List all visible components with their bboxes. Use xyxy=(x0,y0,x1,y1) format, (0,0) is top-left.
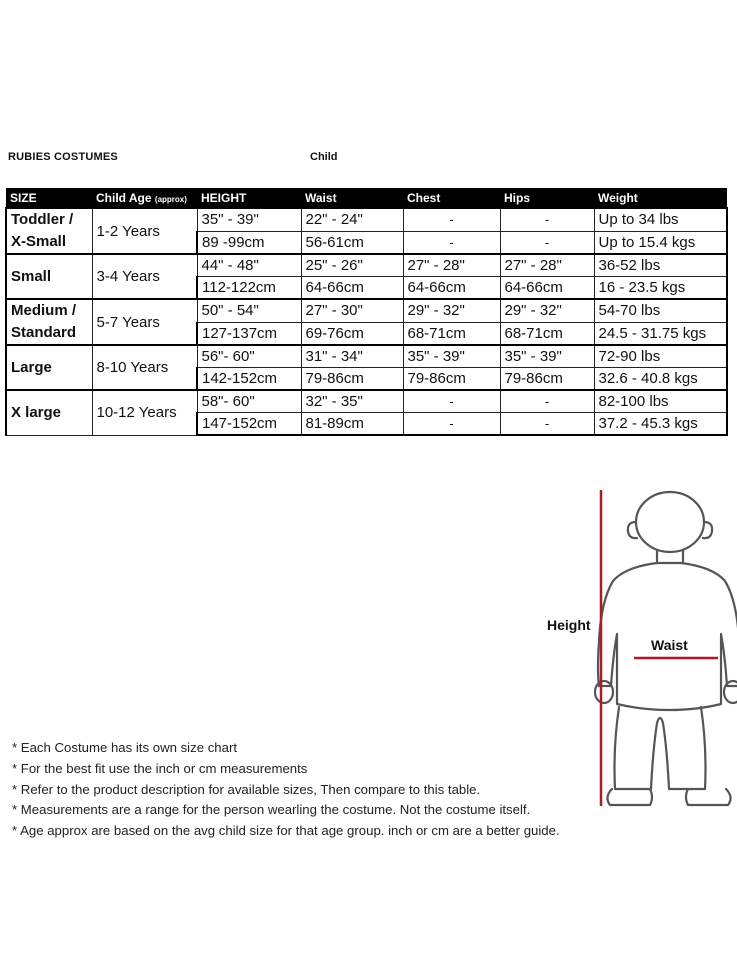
brand-title: RUBIES COSTUMES xyxy=(8,151,118,163)
age-cell: 1-2 Years xyxy=(92,208,197,254)
table-row xyxy=(6,208,727,231)
figure-head xyxy=(636,492,704,552)
table-row xyxy=(6,345,727,368)
footnote-item: * Age approx are based on the avg child size for that age group. inch or cm are a better guide. xyxy=(12,821,560,842)
hips-cm-cell: - xyxy=(500,413,594,436)
waist-inch-cell: 32" - 35" xyxy=(301,390,403,413)
height-cm-cell: 127-137cm xyxy=(197,322,301,345)
col-header-age xyxy=(92,188,197,208)
weight-lbs-cell: 54-70 lbs xyxy=(594,299,727,322)
weight-lbs-cell: 36-52 lbs xyxy=(594,254,727,277)
footnote-item: * Each Costume has its own size chart xyxy=(12,738,560,759)
chest-cm-cell: 79-86cm xyxy=(403,368,500,391)
weight-lbs-cell: 82-100 lbs xyxy=(594,390,727,413)
table-row xyxy=(6,254,727,277)
footnote-item: * Measurements are a range for the person wearling the costume. Not the costume itself. xyxy=(12,800,560,821)
col-header-weight: Weight xyxy=(594,188,727,208)
col-header-age-label: Child Age xyxy=(96,190,152,205)
footnote-item: * For the best fit use the inch or cm measurements xyxy=(12,759,560,780)
chest-cm-cell: - xyxy=(403,413,500,436)
waist-cm-cell: 81-89cm xyxy=(301,413,403,436)
chest-cm-cell: 68-71cm xyxy=(403,322,500,345)
height-inch-cell: 50" - 54" xyxy=(197,299,301,322)
chest-cm-cell: - xyxy=(403,231,500,254)
hips-inch-cell: 27" - 28" xyxy=(500,254,594,277)
height-cm-cell: 112-122cm xyxy=(197,277,301,300)
height-cm-cell: 89 -99cm xyxy=(197,231,301,254)
hips-inch-cell: 29" - 32" xyxy=(500,299,594,322)
hips-cm-cell: 79-86cm xyxy=(500,368,594,391)
hips-inch-cell: - xyxy=(500,390,594,413)
size-chart-table xyxy=(5,188,728,436)
figure-feet xyxy=(607,789,730,805)
hips-inch-cell: - xyxy=(500,208,594,231)
waist-cm-cell: 56-61cm xyxy=(301,231,403,254)
weight-kg-cell: 24.5 - 31.75 kgs xyxy=(594,322,727,345)
weight-kg-cell: 37.2 - 45.3 kgs xyxy=(594,413,727,436)
height-cm-cell: 147-152cm xyxy=(197,413,301,436)
chest-inch-cell: - xyxy=(403,208,500,231)
height-inch-cell: 56"- 60" xyxy=(197,345,301,368)
footnote-item: * Refer to the product description for available sizes, Then compare to this table. xyxy=(12,780,560,801)
waist-label: Waist xyxy=(651,637,688,653)
col-header-height: HEIGHT xyxy=(197,188,301,208)
hips-cm-cell: - xyxy=(500,231,594,254)
height-cm-cell: 142-152cm xyxy=(197,368,301,391)
height-inch-cell: 35" - 39" xyxy=(197,208,301,231)
hips-inch-cell: 35" - 39" xyxy=(500,345,594,368)
age-cell: 10-12 Years xyxy=(92,390,197,435)
category-label: Child xyxy=(310,151,338,163)
weight-kg-cell: 16 - 23.5 kgs xyxy=(594,277,727,300)
figure-hand-left xyxy=(595,681,613,703)
col-header-hips: Hips xyxy=(500,188,594,208)
child-figure-illustration xyxy=(540,480,737,820)
height-inch-cell: 44" - 48" xyxy=(197,254,301,277)
figure-legs xyxy=(615,707,706,789)
hips-cm-cell: 64-66cm xyxy=(500,277,594,300)
chest-inch-cell: 27" - 28" xyxy=(403,254,500,277)
chest-cm-cell: 64-66cm xyxy=(403,277,500,300)
waist-inch-cell: 22" - 24" xyxy=(301,208,403,231)
chest-inch-cell: 29" - 32" xyxy=(403,299,500,322)
chest-inch-cell: - xyxy=(403,390,500,413)
size-cell: Toddler / X-Small xyxy=(6,208,92,254)
col-header-age-note: (approx) xyxy=(154,194,187,204)
size-cell: Small xyxy=(6,254,92,299)
weight-kg-cell: Up to 15.4 kgs xyxy=(594,231,727,254)
col-header-waist: Waist xyxy=(301,188,403,208)
waist-cm-cell: 69-76cm xyxy=(301,322,403,345)
waist-cm-cell: 79-86cm xyxy=(301,368,403,391)
waist-cm-cell: 64-66cm xyxy=(301,277,403,300)
height-label: Height xyxy=(547,617,591,633)
age-cell: 3-4 Years xyxy=(92,254,197,299)
waist-inch-cell: 27" - 30" xyxy=(301,299,403,322)
size-cell: Large xyxy=(6,345,92,390)
weight-lbs-cell: Up to 34 lbs xyxy=(594,208,727,231)
weight-lbs-cell: 72-90 lbs xyxy=(594,345,727,368)
waist-inch-cell: 31" - 34" xyxy=(301,345,403,368)
hips-cm-cell: 68-71cm xyxy=(500,322,594,345)
age-cell: 8-10 Years xyxy=(92,345,197,390)
col-header-chest: Chest xyxy=(403,188,500,208)
waist-inch-cell: 25" - 26" xyxy=(301,254,403,277)
table-header-row xyxy=(6,188,727,208)
table-row xyxy=(6,299,727,322)
size-cell: Medium / Standard xyxy=(6,299,92,345)
col-header-size: SIZE xyxy=(6,188,92,208)
age-cell: 5-7 Years xyxy=(92,299,197,345)
height-inch-cell: 58"- 60" xyxy=(197,390,301,413)
footnotes-list xyxy=(12,738,560,842)
chest-inch-cell: 35" - 39" xyxy=(403,345,500,368)
size-cell: X large xyxy=(6,390,92,435)
figure-hand-right xyxy=(724,681,737,703)
weight-kg-cell: 32.6 - 40.8 kgs xyxy=(594,368,727,391)
table-row xyxy=(6,390,727,413)
